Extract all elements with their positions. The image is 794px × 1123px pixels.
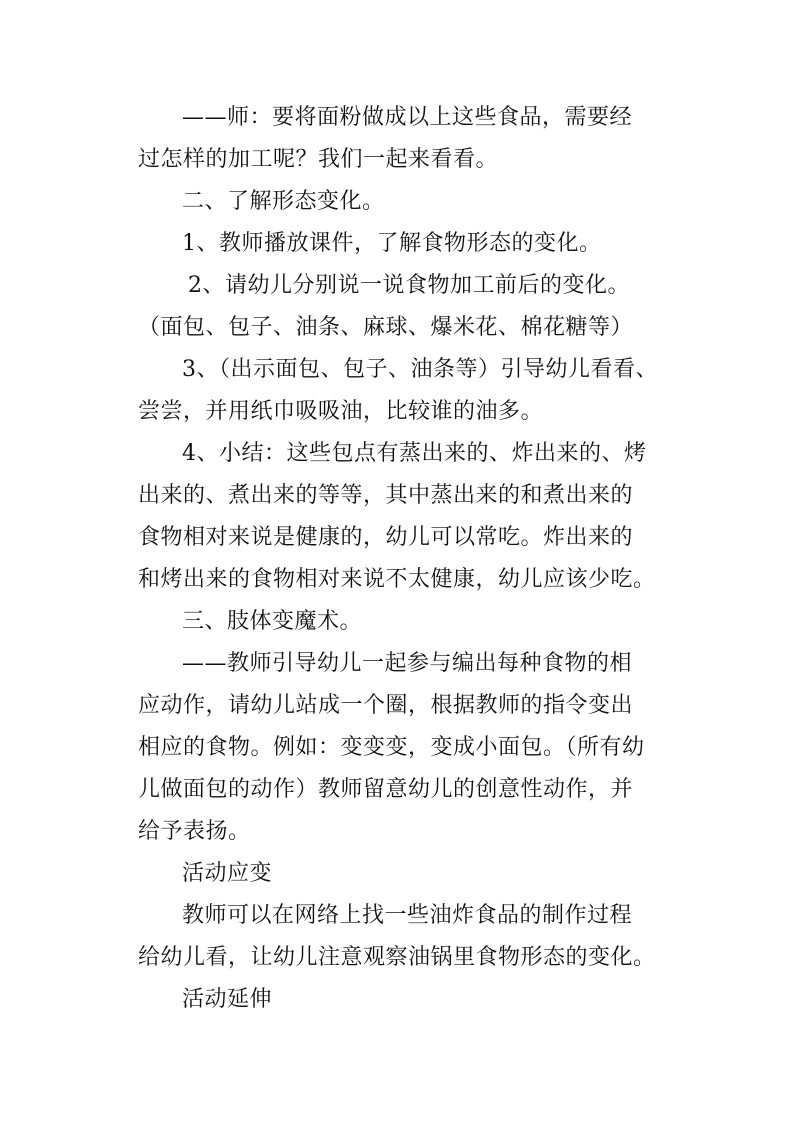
- text-line: 3、（出示面包、包子、油条等）引导幼儿看看、: [182, 357, 658, 382]
- text-line: 1、教师播放课件，了解食物形态的变化。: [182, 231, 602, 256]
- section-heading: 二、了解形态变化。: [182, 189, 385, 214]
- text-line: 食物相对来说是健康的，幼儿可以常吃。炸出来的: [138, 525, 634, 550]
- section-heading: 活动应变: [182, 861, 273, 886]
- section-heading: 活动延伸: [182, 987, 273, 1012]
- text-line: 应动作，请幼儿站成一个圈，根据教师的指令变出: [138, 693, 634, 718]
- text-line: （面包、包子、油条、麻球、爆米花、棉花糖等）: [138, 315, 634, 340]
- text-line: 儿做面包的动作）教师留意幼儿的创意性动作，并: [138, 777, 634, 802]
- text-line: 给予表扬。: [138, 819, 251, 844]
- text-line: ——师：要将面粉做成以上这些食品，需要经: [182, 105, 633, 130]
- text-line: 出来的、煮出来的等等，其中蒸出来的和煮出来的: [138, 483, 634, 508]
- text-line: 和烤出来的食物相对来说不太健康，幼儿应该少吃。: [138, 567, 656, 592]
- text-line: ——教师引导幼儿一起参与编出每种食物的相: [182, 651, 633, 676]
- text-line: 尝尝，并用纸巾吸吸油，比较谁的油多。: [138, 399, 544, 424]
- text-line: 4、小结：这些包点有蒸出来的、炸出来的、烤: [182, 441, 647, 466]
- text-line: 相应的食物。例如：变变变，变成小面包。（所有幼: [138, 735, 645, 760]
- text-line: 2、请幼儿分别说一说食物加工前后的变化。: [188, 273, 630, 298]
- text-line: 教师可以在网络上找一些油炸食品的制作过程: [182, 903, 633, 928]
- text-line: 过怎样的加工呢？我们一起来看看。: [138, 147, 499, 172]
- text-line: 给幼儿看，让幼儿注意观察油锅里食物形态的变化。: [138, 945, 656, 970]
- section-heading: 三、肢体变魔术。: [182, 609, 363, 634]
